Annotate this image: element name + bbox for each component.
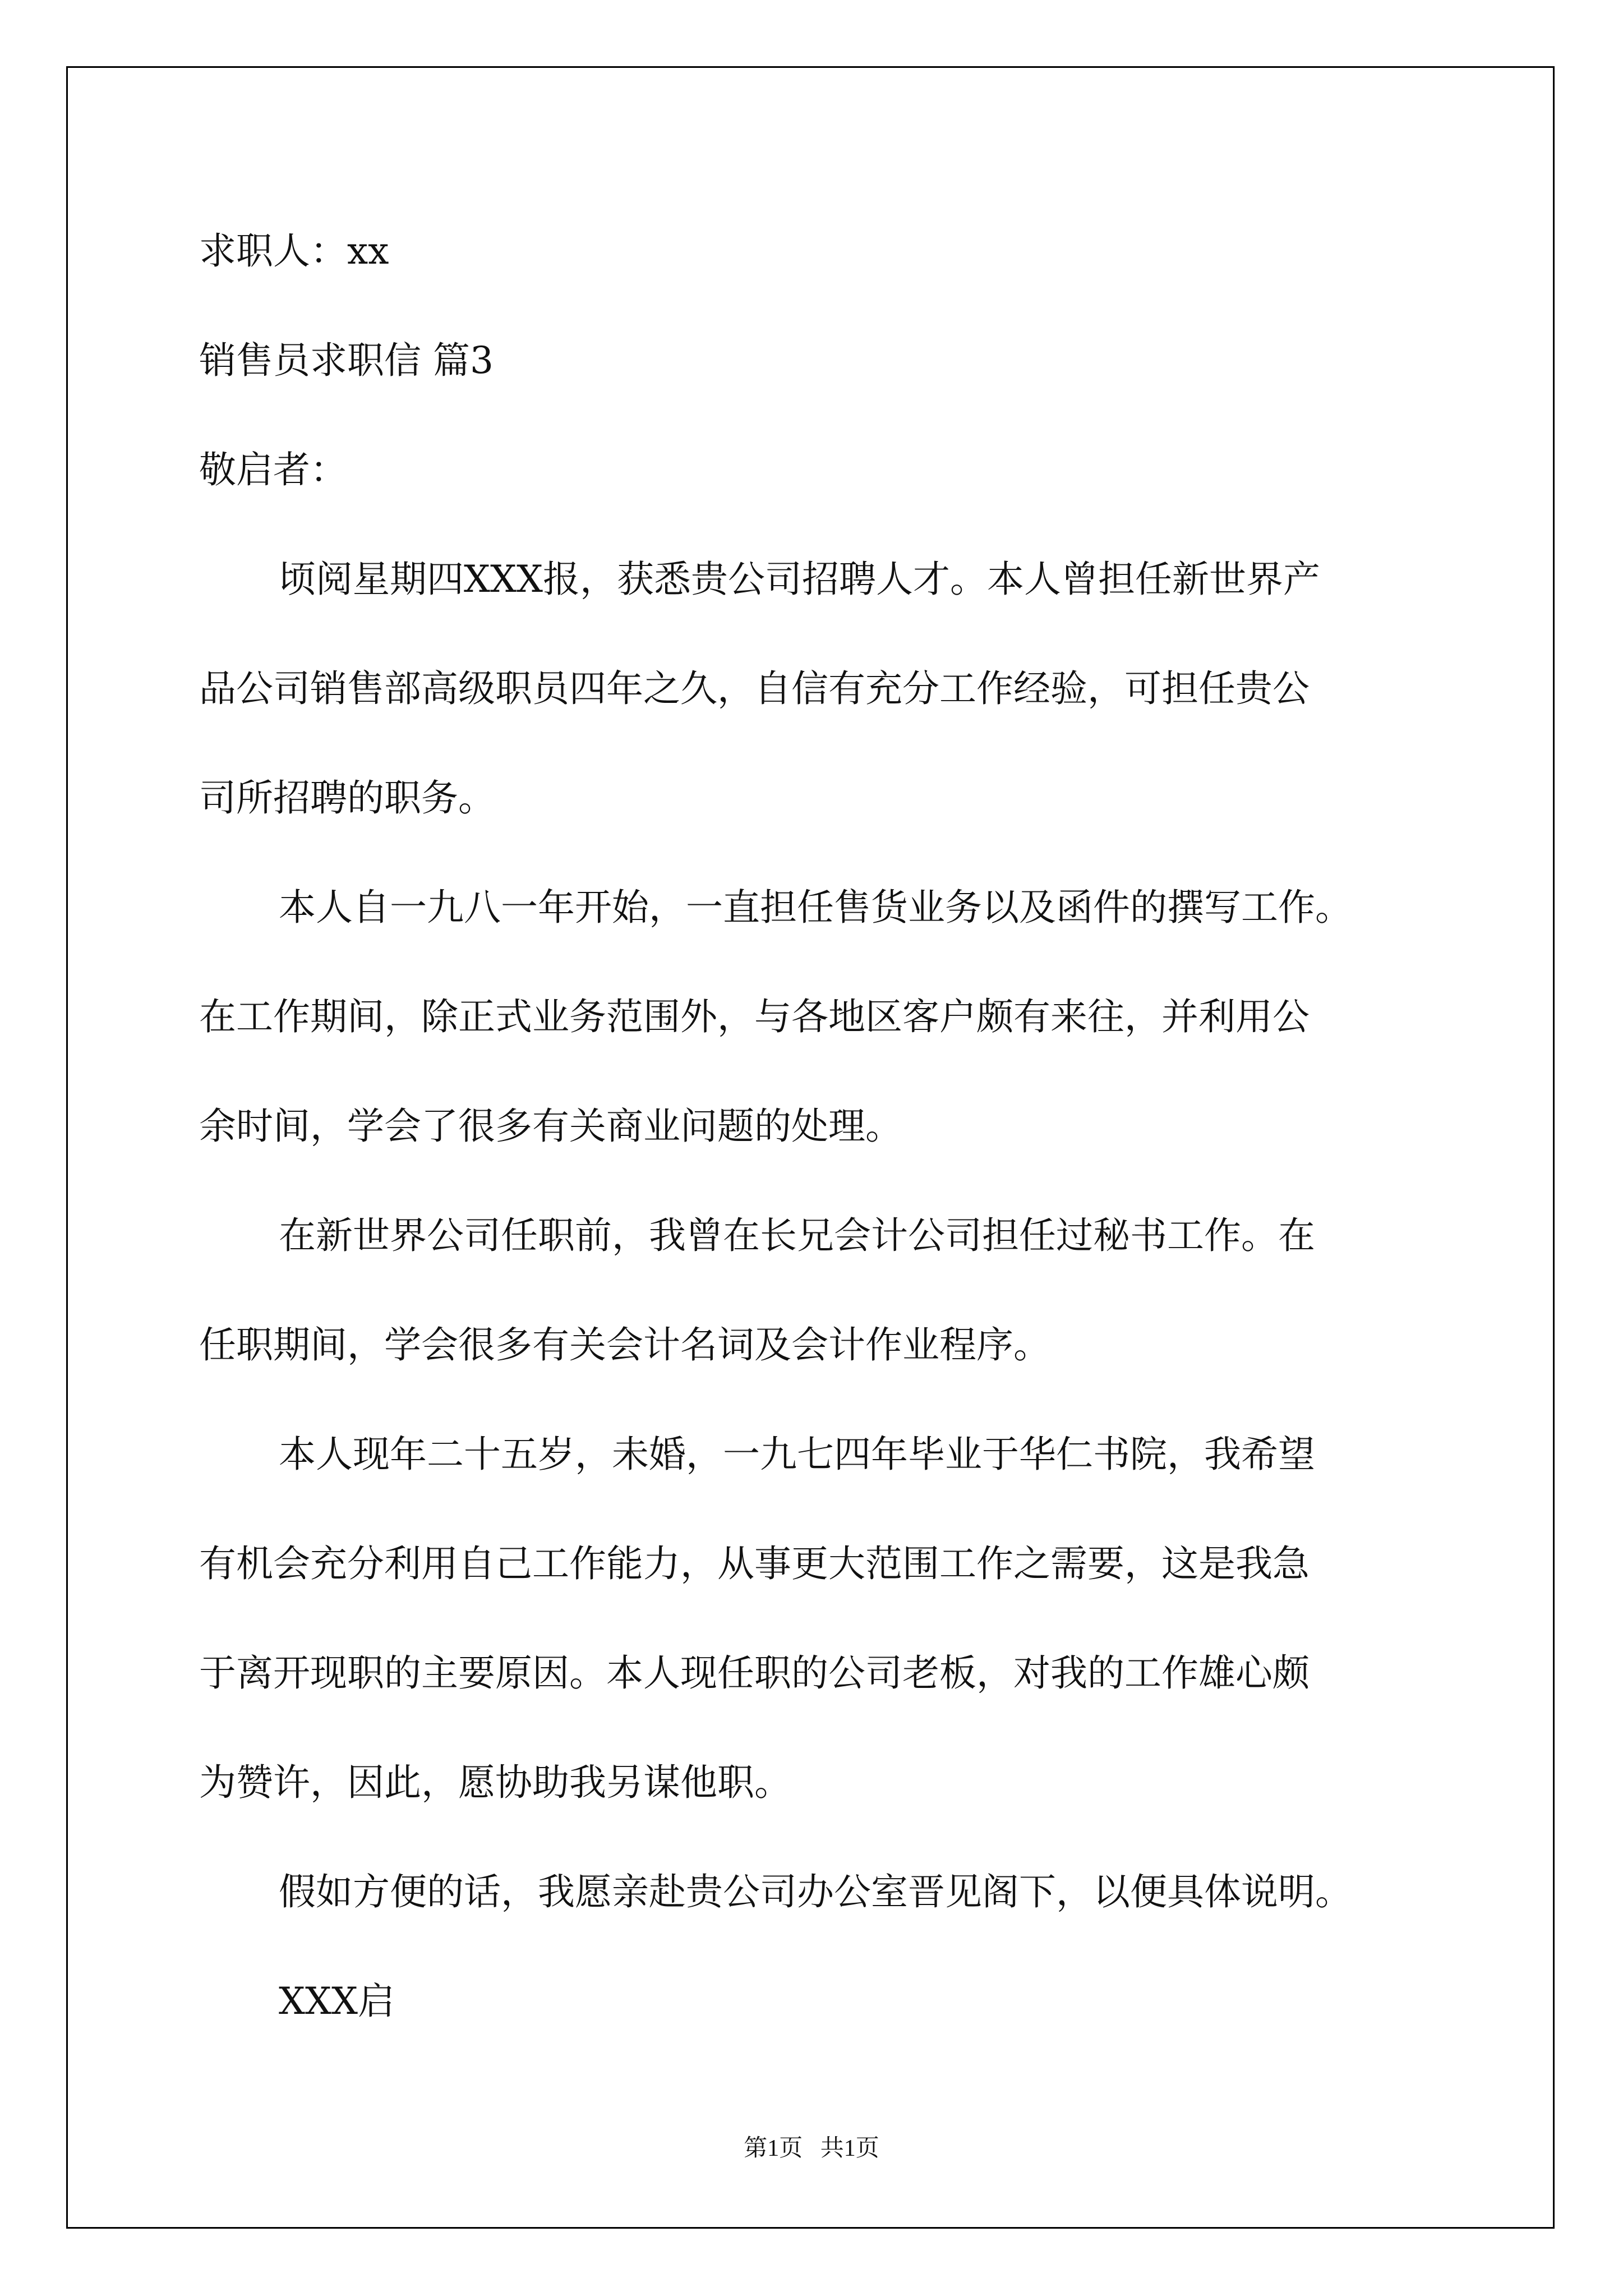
paragraph-4-line-1: 本人现年二十五岁，未婚，一九七四年毕业于华仁书院，我希望 bbox=[279, 1433, 1315, 1476]
paragraph-1-line-2: 品公司销售部高级职员四年之久，自信有充分工作经验，可担任贵公 bbox=[199, 667, 1310, 710]
paragraph-2-line-1: 本人自一九八一年开始，一直担任售货业务以及函件的撰写工作。 bbox=[279, 886, 1352, 929]
page-footer: 第1页 共1页 bbox=[744, 2136, 879, 2161]
paragraph-5-line-1: 假如方便的话，我愿亲赴贵公司办公室晋见阁下，以便具体说明。 bbox=[279, 1870, 1352, 1913]
paragraph-4-line-3: 于离开现职的主要原因。本人现任职的公司老板，对我的工作雄心颇 bbox=[199, 1651, 1310, 1695]
paragraph-3-line-2: 任职期间，学会很多有关会计名词及会计作业程序。 bbox=[199, 1323, 1050, 1366]
paragraph-2-line-2: 在工作期间，除正式业务范围外，与各地区客户颇有来往，并利用公 bbox=[199, 995, 1310, 1038]
paragraph-3-line-1: 在新世界公司任职前，我曾在长兄会计公司担任过秘书工作。在 bbox=[279, 1214, 1315, 1257]
salutation: 敬启者： bbox=[199, 448, 347, 491]
paragraph-4-line-2: 有机会充分利用自己工作能力，从事更大范围工作之需要，这是我急 bbox=[199, 1542, 1310, 1585]
paragraph-1-line-1: 顷阅星期四XXX报，获悉贵公司招聘人才。本人曾担任新世界产 bbox=[279, 558, 1320, 601]
paragraph-4-line-4: 为赞许，因此，愿协助我另谋他职。 bbox=[199, 1761, 791, 1804]
signature-line: XXX启 bbox=[279, 1980, 395, 2023]
letter-title: 销售员求职信 篇3 bbox=[199, 339, 494, 382]
applicant-line: 求职人：xx bbox=[199, 229, 389, 273]
paragraph-1-line-3: 司所招聘的职务。 bbox=[199, 776, 495, 820]
paragraph-2-line-3: 余时间，学会了很多有关商业问题的处理。 bbox=[199, 1105, 902, 1148]
